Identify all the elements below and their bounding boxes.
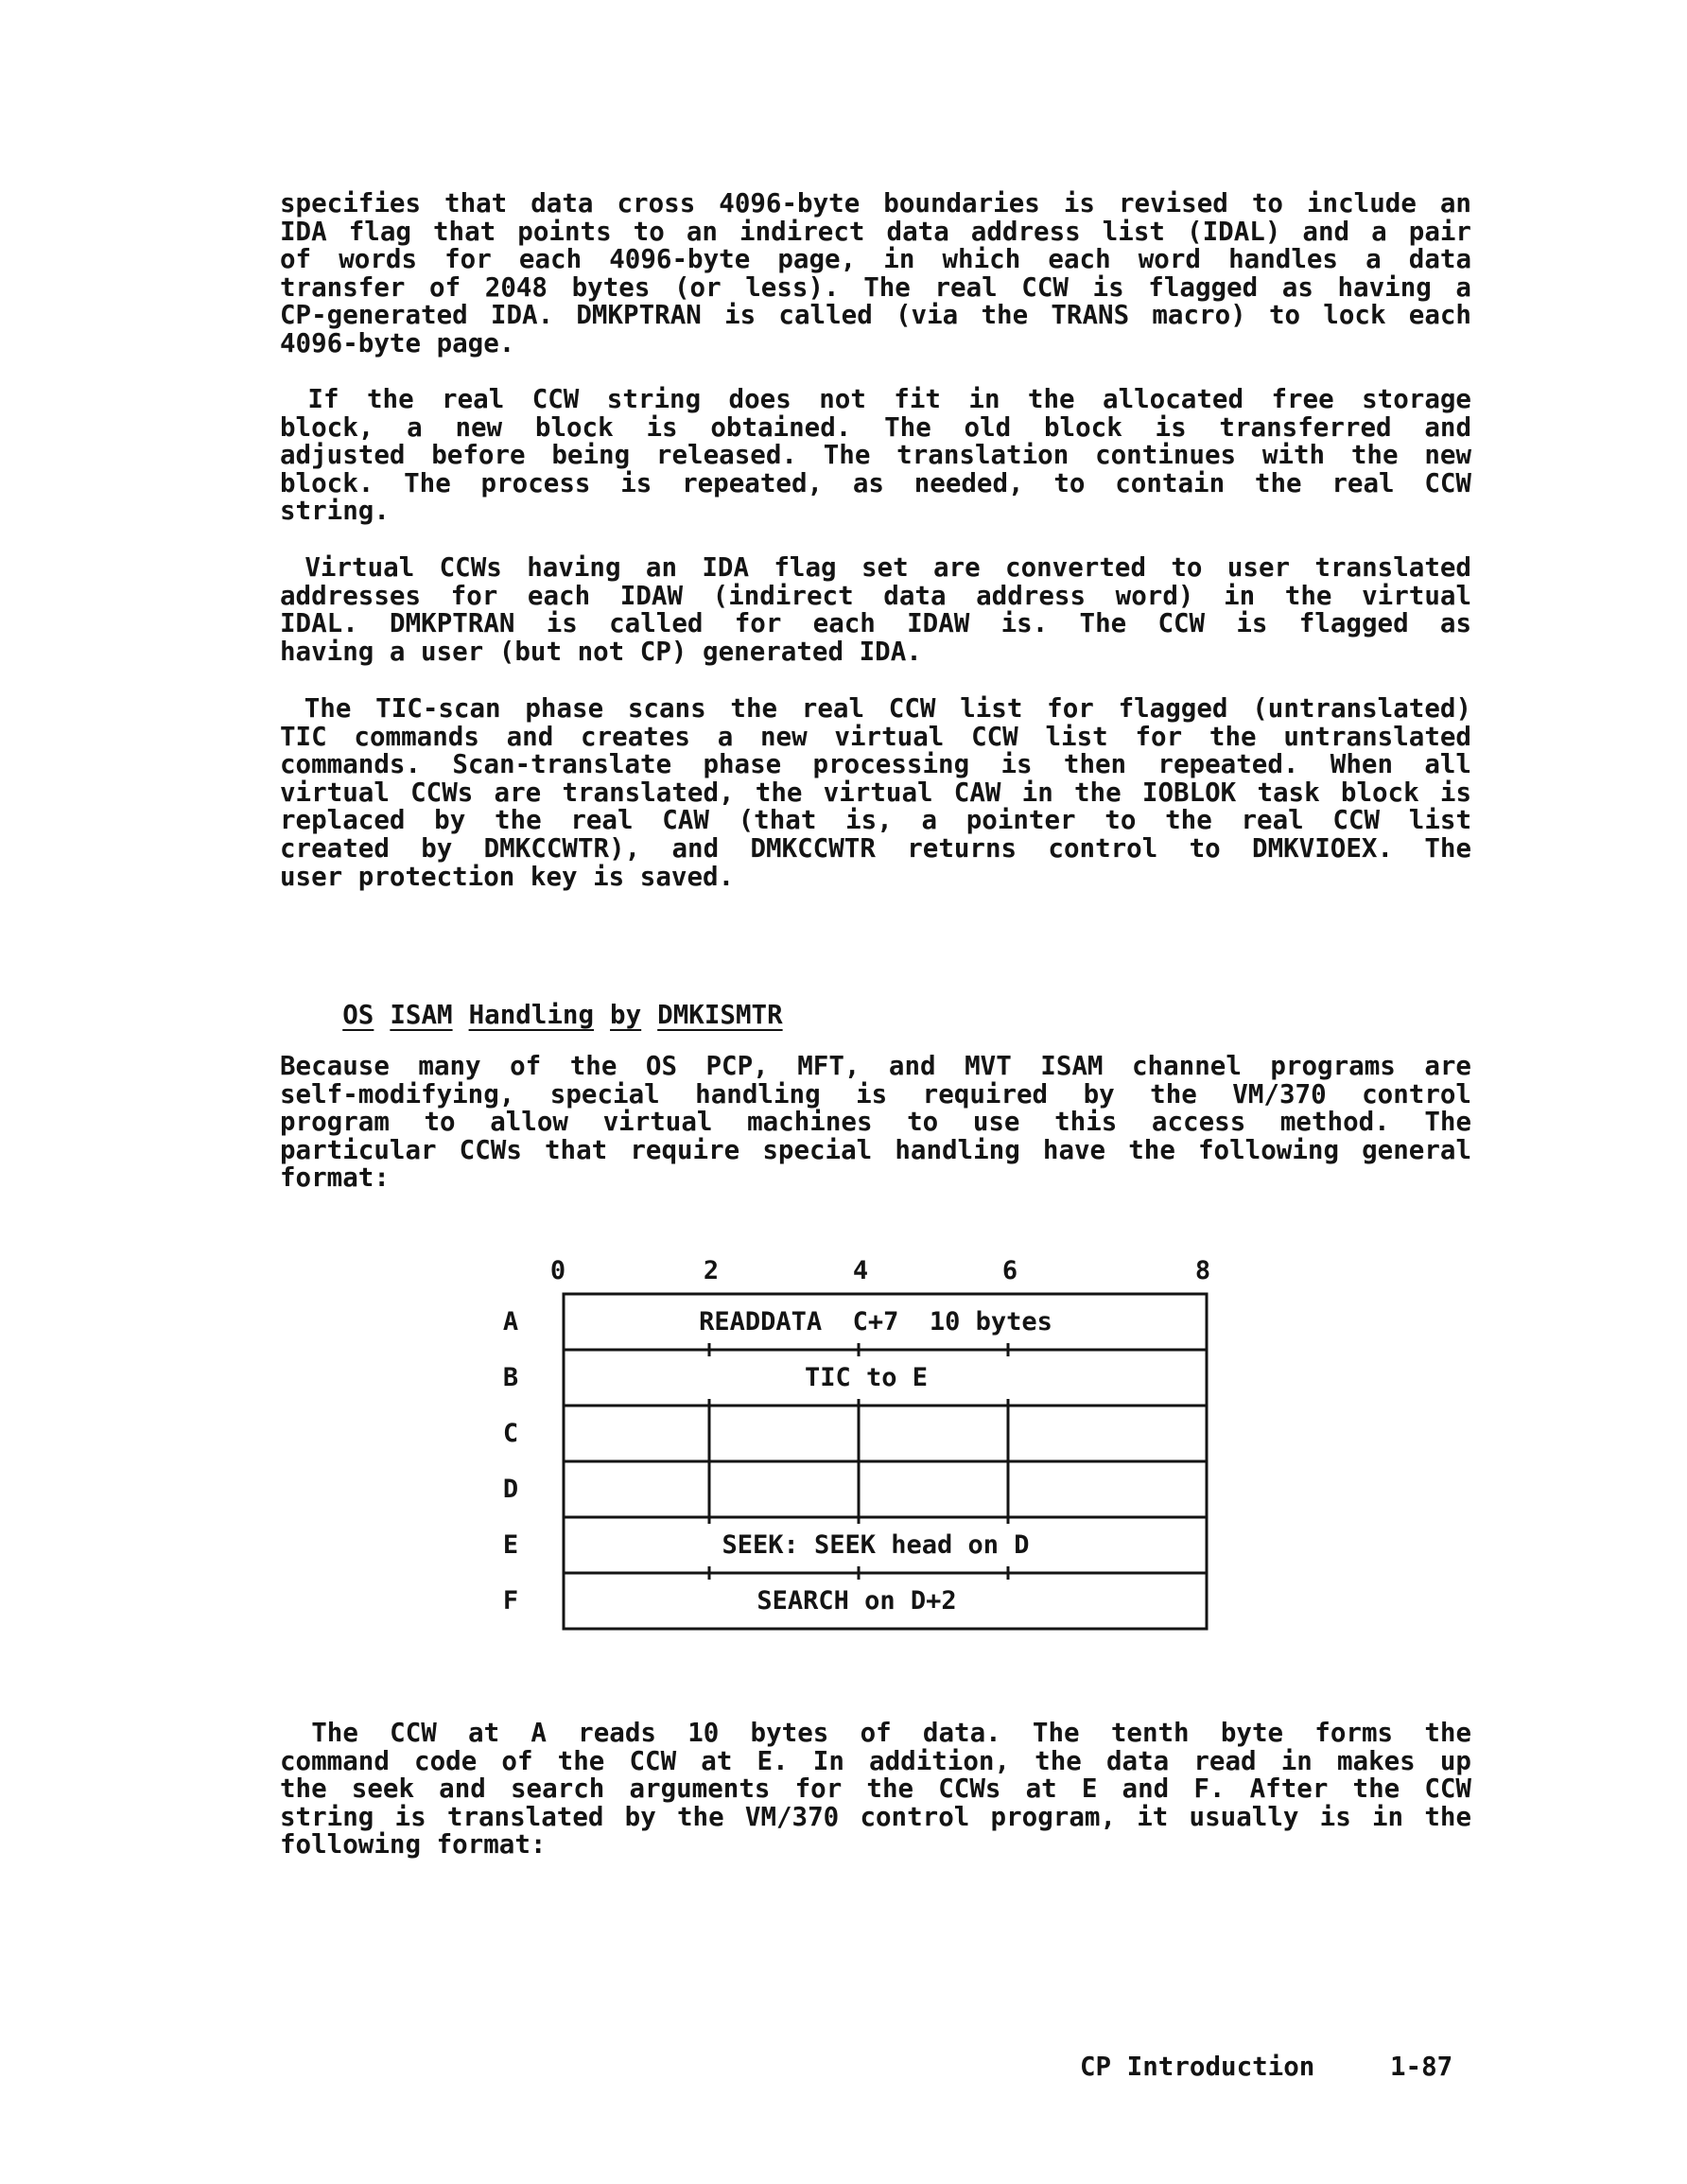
row-content: SEEK: SEEK head on D — [722, 1530, 1030, 1560]
text-line: virtual CCWs are translated, the virtual CAW in the IOBLOK task block is — [280, 777, 1471, 808]
row-content: SEARCH on D+2 — [757, 1586, 957, 1616]
text-line: CP-generated IDA. DMKPTRAN is called (via the TRANS macro) to lock each — [280, 300, 1471, 331]
text-line: the seek and search arguments for the CCWs at E and F. After the CCW — [280, 1773, 1471, 1805]
column-label: 4 — [852, 1256, 869, 1285]
text-line: following format: — [280, 1829, 547, 1861]
text-line: transfer of 2048 bytes (or less). The real CCW is flagged as having a — [280, 271, 1471, 303]
text-line: string. — [280, 496, 390, 527]
text-line: TIC commands and creates a new virtual CCW list for the untranslated — [280, 721, 1471, 752]
heading-word: ISAM — [390, 1000, 453, 1030]
heading-word: by — [610, 1000, 642, 1030]
text-line: The TIC-scan phase scans the real CCW list for flagged (untranslated) — [280, 693, 1471, 724]
row-label: E — [502, 1530, 519, 1560]
text-line: block, a new block is obtained. The old block is transferred and — [280, 411, 1471, 443]
text-line: program to allow virtual machines to use this access method. The — [280, 1107, 1471, 1138]
heading-word: DMKISMTR — [657, 1000, 783, 1030]
column-label: 2 — [703, 1256, 720, 1285]
text-line: addresses for each IDAW (indirect data address word) in the virtual — [280, 580, 1471, 611]
text-line: specifies that data cross 4096-byte boundaries is revised to include an — [280, 188, 1471, 218]
heading-word: OS — [342, 1000, 374, 1030]
text-line: string is translated by the VM/370 control program, it usually is in the — [280, 1801, 1471, 1832]
column-label: 0 — [549, 1256, 566, 1285]
text-line: replaced by the real CAW (that is, a pointer to the real CCW list — [280, 805, 1471, 836]
text-line: The CCW at A reads 10 bytes of data. The tenth byte forms the — [280, 1718, 1471, 1748]
text-line: particular CCWs that require special handling have the following general — [280, 1134, 1471, 1165]
page-footer-title: CP Introduction — [1080, 2052, 1315, 2082]
row-label: B — [502, 1363, 519, 1392]
text-line: self-modifying, special handling is required by the VM/370 control — [280, 1078, 1471, 1109]
text-line: adjusted before being released. The translation continues with the new — [280, 440, 1471, 471]
text-line: block. The process is repeated, as needed, to contain the real CCW — [280, 467, 1471, 498]
row-label: D — [502, 1475, 519, 1504]
heading-word: Handling — [468, 1000, 595, 1030]
text-line: created by DMKCCWTR), and DMKCCWTR returns control to DMKVIOEX. The — [280, 833, 1471, 864]
text-line: If the real CCW string does not fit in the allocated free storage — [280, 384, 1471, 414]
text-line: of words for each 4096-byte page, in which each word handles a data — [280, 244, 1471, 275]
text-line: having a user (but not CP) generated IDA. — [280, 636, 922, 667]
page-number: 1-87 — [1390, 2052, 1453, 2082]
column-label: 8 — [1194, 1256, 1211, 1285]
text-line: 4096-byte page. — [280, 328, 515, 358]
text-line: format: — [280, 1162, 390, 1194]
row-content: READDATA C+7 10 bytes — [699, 1307, 1052, 1337]
text-line: command code of the CCW at E. In addition, the data read in makes up — [280, 1745, 1471, 1776]
text-line: Virtual CCWs having an IDA flag set are converted to user translated — [280, 552, 1471, 583]
row-content: TIC to E — [804, 1363, 929, 1392]
column-label: 6 — [1001, 1256, 1018, 1285]
text-line: user protection key is saved. — [280, 861, 735, 892]
text-line: IDAL. DMKPTRAN is called for each IDAW is. The CCW is flagged as — [280, 608, 1471, 639]
text-line: Because many of the OS PCP, MFT, and MVT ISAM channel programs are — [280, 1051, 1471, 1081]
text-line: IDA flag that points to an indirect data address list (IDAL) and a pair — [280, 216, 1471, 247]
row-label: F — [502, 1586, 519, 1616]
row-label: A — [502, 1307, 519, 1337]
text-line: commands. Scan-translate phase processing is then repeated. When all — [280, 749, 1471, 780]
row-label: C — [502, 1419, 519, 1448]
